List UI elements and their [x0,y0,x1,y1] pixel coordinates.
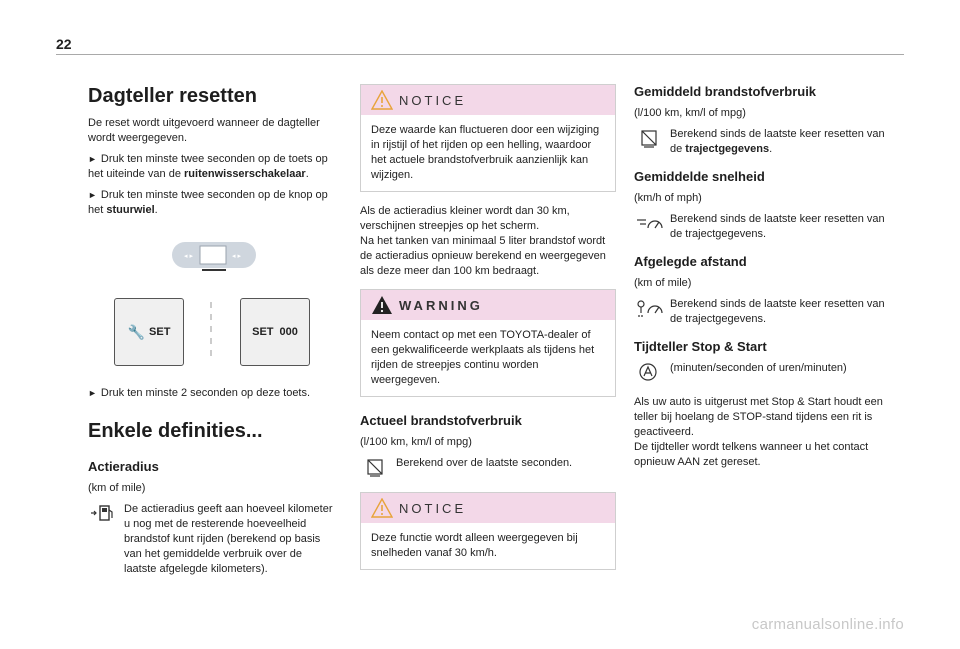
reset-step-1: ► Druk ten minste twee seconden op de toets op het uiteinde van de ruitenwisserschakelaar. [88,153,328,180]
column-2 [360,84,616,582]
actieradius-title: Actieradius [88,459,159,474]
set-key-steering-wheel: SET 000 [240,298,310,366]
range-para-2: Na het tanken van minimaal 5 liter brandstof wordt de actieradius opnieuw berekend en weergegeven als deze meer dan 100 km bedraagt. [360,235,606,277]
notice-text: Deze functie wordt alleen weergegeven bij snelheden vanaf 30 km/h. [371,532,578,559]
svg-text:◂ ▸: ◂ ▸ [232,253,241,260]
display-cluster-icon [170,234,258,274]
gem-verbruik-title: Gemiddeld brandstofverbruik [634,84,817,99]
separator-dashes [208,302,214,358]
warning-box [360,289,616,397]
reset-step-3: ► Druk ten minste 2 seconden op deze toets. [88,387,311,399]
actueel-title: Actueel brandstofverbruik [360,413,522,428]
reset-step-2: ► Druk ten minste twee seconden op de knop op het stuurwiel. [88,189,328,216]
stopstart-definition: (minuten/seconden of uren/minuten) [634,361,890,383]
range-fuel-pump-icon [88,502,118,524]
actueel-unit: (l/100 km, km/l of mpg) [360,436,472,448]
section-title-definitions: Enkele definities... [88,420,263,442]
reset-intro: De reset wordt uitgevoerd wanneer de dagteller wordt weergegeven. [88,117,320,144]
distance-icon [634,297,664,319]
svg-text:◂ ▸: ◂ ▸ [184,253,193,260]
column-3 [634,84,890,470]
warning-title: WARNING [399,297,483,313]
range-para-1: Als de actieradius kleiner wordt dan 30 km, verschijnen streepjes op het scherm. [360,205,570,232]
arrow-icon: ► [88,190,97,200]
gem-verbruik-definition: Berekend sinds de laatste keer resetten van de trajectgegevens. [634,127,890,157]
set-key-wiper: 🔧 SET [114,298,184,366]
actieradius-definition: De actieradius geeft aan hoeveel kilometer u nog met de resterende hoeveelheid brandstof kunt rijden (berekend op basis van het gemiddelde verbruik over de laatste afgelegde kilometers). [88,502,336,577]
steering-wheel-buttons-illustration [88,230,336,380]
actieradius-unit: (km of mile) [88,482,146,494]
afstand-title: Afgelegde afstand [634,254,747,269]
watermark: carmanualsonline.info [751,616,904,633]
gem-snelheid-unit: (km/h of mph) [634,192,702,204]
notice-triangle-icon [371,90,393,110]
section-title-reset: Dagteller resetten [88,85,257,107]
gem-verbruik-unit: (l/100 km, km/l of mpg) [634,107,746,119]
arrow-icon: ► [88,388,97,398]
average-fuel-icon [634,127,664,149]
stopstart-title: Tijdteller Stop & Start [634,339,767,354]
fuel-consumption-icon [360,456,390,478]
warning-triangle-icon [371,295,393,315]
notice-text: Deze waarde kan fluctueren door een wijziging in rijstijl of het rijden op een helling, waardoor het actuele brandstofverbruik aanzienlijk kan wijzigen. [371,124,600,181]
stopstart-para-1: Als uw auto is uitgerust met Stop & Start houdt een teller bij hoelang de STOP-stand tijdens een rit is geactiveerd. [634,396,883,438]
top-divider [56,54,904,55]
notice-title: NOTICE [399,92,467,108]
gem-snelheid-definition: Berekend sinds de laatste keer resetten van de trajectgegevens. [634,212,890,242]
wrench-icon: 🔧 [127,323,146,340]
gem-snelheid-title: Gemiddelde snelheid [634,169,765,184]
afstand-definition: Berekend sinds de laatste keer resetten van de trajectgegevens. [634,297,890,327]
warning-text: Neem contact op met een TOYOTA-dealer of een gekwalificeerde werkplaats als tijdens het rijden de streepjes continu worden weergegeven. [371,329,595,386]
stopstart-para-2: De tijdteller wordt telkens wanneer u het contact opnieuw AAN zet gereset. [634,441,869,468]
actueel-definition: Berekend over de laatste seconden. [360,456,616,478]
notice-triangle-icon [371,498,393,518]
column-1 [88,84,336,577]
afstand-unit: (km of mile) [634,277,692,289]
notice-box-1 [360,84,616,192]
arrow-icon: ► [88,154,97,164]
notice-title: NOTICE [399,500,467,516]
average-speed-icon [634,212,664,234]
stop-start-icon [634,361,664,383]
page-number: 22 [56,36,72,52]
notice-box-2 [360,492,616,570]
